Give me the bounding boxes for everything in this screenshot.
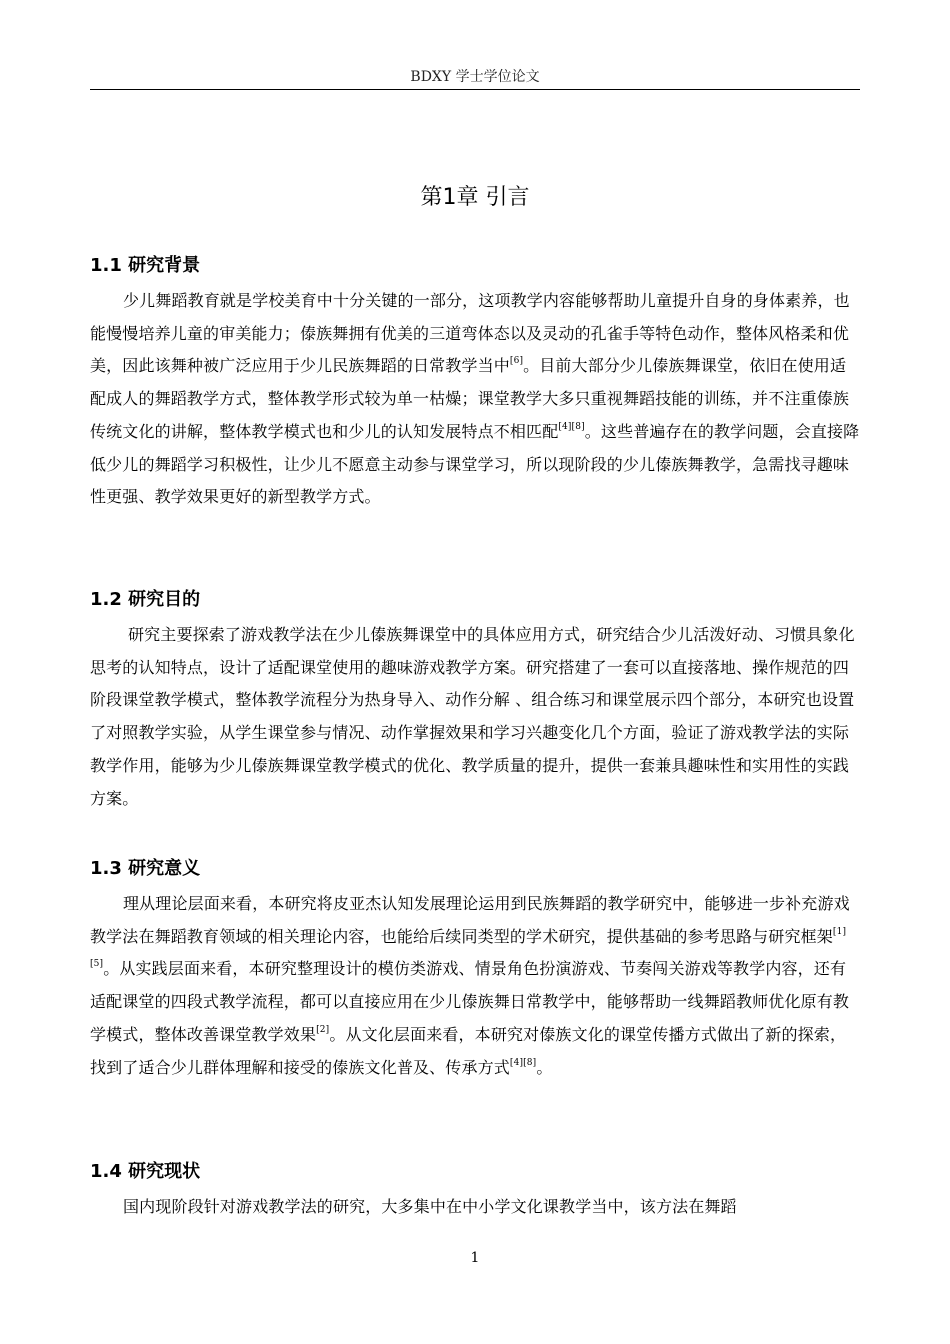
paragraph — [90, 1191, 860, 1224]
running-header: BDXY 学士学位论文 — [410, 69, 540, 85]
paragraph — [90, 888, 860, 1084]
paragraph-text: 理从理论层面来看，本研究将皮亚杰认知发展理论运用到民族舞蹈的教学研究中，能够进一步补充游戏教学法在舞蹈教育领域的相关理论内容，也能给后续同类型的学术研究，提供基础的参考思路与研究框架 — [90, 894, 850, 946]
section-research-purpose — [90, 585, 860, 815]
paragraph — [90, 285, 860, 514]
paragraph-text: 国内现阶段针对游戏教学法的研究，大多集中在中小学文化课教学当中，该方法在舞蹈 — [123, 1197, 737, 1216]
citation: [1][5] — [90, 926, 847, 970]
section-heading: 1.2 研究目的 — [90, 589, 201, 610]
paragraph-text: 。 — [536, 1057, 553, 1077]
chapter-title: 第1章 引言 — [420, 185, 530, 210]
section-heading: 1.1 研究背景 — [90, 255, 201, 276]
section-heading: 1.4 研究现状 — [90, 1161, 201, 1182]
paragraph-text: 少儿舞蹈教育就是学校美育中十分关键的一部分，这项教学内容能够帮助儿童提升自身的身体素养，也能慢慢培养儿童的审美能力；傣族舞拥有优美的三道弯体态以及灵动的孔雀手等特色动作，整体风格柔和优美，因此该舞种被广泛应用于少儿民族舞蹈的日常教学当中 — [90, 291, 850, 376]
paragraph-text: 。从文化层面来看，本研究对傣族文化的课堂传播方式做出了新的探索，找到了适合少儿群体理解和接受的傣族文化普及、传承方式 — [90, 1024, 847, 1077]
citation: [2] — [316, 1024, 330, 1035]
citation: [4][8] — [509, 1057, 537, 1068]
paragraph-text: 研究主要探索了游戏教学法在少儿傣族舞课堂中的具体应用方式，研究结合少儿活泼好动、习惯具象化思考的认知特点，设计了适配课堂使用的趣味游戏教学方案。研究搭建了一套可以直接落地、操作规范的四阶段课堂教学模式，整体教学流程分为热身导入、动作分解 、组合练习和课堂展示四个部分，本研究也设置了对照教学实验，从学生课堂参与情况、动作掌握效果和学习兴趣变化几个方面，验证了游戏教学法的实际教学作用，能够为少儿傣族舞课堂教学模式的优化、教学质量的提升，提供一套兼具趣味性和实用性的实践方案。 — [90, 625, 855, 808]
header-rule — [90, 89, 860, 90]
section-research-status — [90, 1157, 860, 1224]
citation: [4][8] — [558, 421, 585, 432]
paragraph-text: 。目前大部分少儿傣族舞课堂，依旧在使用适配成人的舞蹈教学方式，整体教学形式较为单一枯燥；课堂教学大多只重视舞蹈技能的训练，并不注重傣族传统文化的讲解，整体教学模式也和少儿的认知发展特点不相匹配 — [90, 356, 850, 441]
section-research-background — [90, 251, 860, 514]
section-heading: 1.3 研究意义 — [90, 858, 201, 879]
paragraph-text: 。这些普遍存在的教学问题，会直接降低少儿的舞蹈学习积极性，让少儿不愿意主动参与课堂学习，所以现阶段的少儿傣族舞教学，急需找寻趣味性更强、教学效果更好的新型教学方式。 — [90, 421, 860, 507]
page-number: 1 — [470, 1250, 480, 1266]
citation: [6] — [509, 356, 524, 367]
section-research-significance — [90, 854, 860, 1084]
paragraph — [90, 619, 860, 815]
paragraph-text: 。从实践层面来看，本研究整理设计的模仿类游戏、情景角色扮演游戏、节奏闯关游戏等教学内容，还有适配课堂的四段式教学流程，都可以直接应用在少儿傣族舞日常教学中，能够帮助一线舞蹈教师优化原有教学模式，整体改善课堂教学效果 — [90, 959, 850, 1044]
